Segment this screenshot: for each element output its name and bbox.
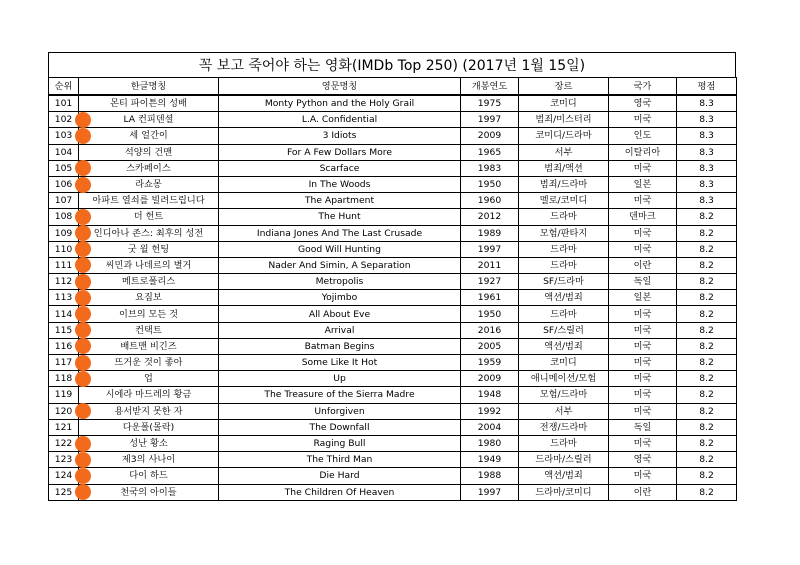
year-cell: 2005 (461, 338, 519, 354)
table-row (49, 257, 737, 273)
genre-cell: 전쟁/드라마 (519, 419, 609, 435)
table-row (49, 241, 737, 257)
korean-title-cell (79, 112, 219, 128)
korean-title-text: 성난 황소 (129, 438, 168, 450)
rating-cell: 8.2 (677, 274, 737, 290)
rank-cell: 105 (49, 160, 79, 176)
rating-cell: 8.2 (677, 387, 737, 403)
watched-marker-icon (75, 484, 91, 500)
korean-title-text: 용서받지 못한 자 (114, 405, 183, 417)
country-cell: 영국 (609, 95, 677, 112)
rating-cell: 8.2 (677, 435, 737, 451)
korean-title-cell (79, 274, 219, 290)
rank-cell: 110 (49, 241, 79, 257)
korean-title-text: 천국의 아이들 (120, 486, 177, 498)
korean-title-cell (79, 290, 219, 306)
english-title-cell: The Treasure of the Sierra Madre (219, 387, 461, 403)
rank-cell: 113 (49, 290, 79, 306)
korean-title-cell (79, 452, 219, 468)
watched-marker-icon (75, 177, 91, 193)
table-row (49, 338, 737, 354)
rating-cell: 8.3 (677, 128, 737, 144)
rating-cell: 8.2 (677, 225, 737, 241)
watched-marker-icon (75, 209, 91, 225)
korean-title-cell (79, 241, 219, 257)
rating-cell: 8.2 (677, 257, 737, 273)
genre-cell: 드라마 (519, 241, 609, 257)
table-row (49, 371, 737, 387)
table-row (49, 435, 737, 451)
table-row (49, 306, 737, 322)
genre-cell: SF/드라마 (519, 274, 609, 290)
english-title-cell: The Children Of Heaven (219, 484, 461, 500)
table-row (49, 160, 737, 176)
korean-title-cell (79, 257, 219, 273)
country-cell: 미국 (609, 160, 677, 176)
table-row (49, 274, 737, 290)
korean-title-text: 이브의 모든 것 (118, 308, 179, 320)
year-cell: 2016 (461, 322, 519, 338)
country-cell: 미국 (609, 371, 677, 387)
korean-title-cell (79, 403, 219, 419)
korean-title-text: LA 컨피덴셜 (123, 114, 174, 126)
genre-cell: 애니메이션/모험 (519, 371, 609, 387)
korean-title-cell (79, 435, 219, 451)
rating-cell: 8.3 (677, 176, 737, 192)
genre-cell: 모험/판타지 (519, 225, 609, 241)
rank-cell: 124 (49, 468, 79, 484)
header-country: 국가 (609, 78, 677, 96)
movie-sheet (48, 52, 736, 501)
watched-marker-icon (75, 160, 91, 176)
korean-title-cell (79, 355, 219, 371)
rating-cell: 8.2 (677, 241, 737, 257)
country-cell: 미국 (609, 355, 677, 371)
english-title-cell: Yojimbo (219, 290, 461, 306)
english-title-cell: Indiana Jones And The Last Crusade (219, 225, 461, 241)
korean-title-cell (79, 371, 219, 387)
year-cell: 1975 (461, 95, 519, 112)
country-cell: 미국 (609, 241, 677, 257)
korean-title-cell (79, 193, 219, 209)
country-cell: 미국 (609, 468, 677, 484)
english-title-cell: The Downfall (219, 419, 461, 435)
header-rank: 순위 (49, 78, 79, 96)
country-cell: 덴마크 (609, 209, 677, 225)
country-cell: 독일 (609, 274, 677, 290)
rank-cell: 112 (49, 274, 79, 290)
table-row (49, 95, 737, 112)
year-cell: 1997 (461, 484, 519, 500)
country-cell: 미국 (609, 306, 677, 322)
rating-cell: 8.3 (677, 160, 737, 176)
english-title-cell: Some Like It Hot (219, 355, 461, 371)
english-title-cell: Up (219, 371, 461, 387)
genre-cell: 코미디/드라마 (519, 128, 609, 144)
table-row (49, 468, 737, 484)
watched-marker-icon (75, 452, 91, 468)
genre-cell: 액션/범죄 (519, 468, 609, 484)
watched-marker-icon (75, 322, 91, 338)
rank-cell: 123 (49, 452, 79, 468)
year-cell: 1988 (461, 468, 519, 484)
genre-cell: 드라마/스릴러 (519, 452, 609, 468)
watched-marker-icon (75, 112, 91, 128)
korean-title-cell (79, 128, 219, 144)
year-cell: 1992 (461, 403, 519, 419)
table-row (49, 193, 737, 209)
table-row (49, 128, 737, 144)
korean-title-text: 시에라 마드레의 황금 (105, 389, 192, 401)
rank-cell: 114 (49, 306, 79, 322)
year-cell: 1949 (461, 452, 519, 468)
country-cell: 미국 (609, 387, 677, 403)
year-cell: 1980 (461, 435, 519, 451)
year-cell: 2009 (461, 128, 519, 144)
year-cell: 1989 (461, 225, 519, 241)
rating-cell: 8.2 (677, 306, 737, 322)
korean-title-text: 다운폴(몰락) (122, 421, 175, 433)
korean-title-cell (79, 176, 219, 192)
country-cell: 영국 (609, 452, 677, 468)
country-cell: 이탈리아 (609, 144, 677, 160)
rating-cell: 8.2 (677, 371, 737, 387)
genre-cell: 멜로/코미디 (519, 193, 609, 209)
year-cell: 1961 (461, 290, 519, 306)
table-row (49, 112, 737, 128)
genre-cell: 드라마 (519, 306, 609, 322)
english-title-cell: Metropolis (219, 274, 461, 290)
year-cell: 2012 (461, 209, 519, 225)
korean-title-cell (79, 209, 219, 225)
english-title-cell: For A Few Dollars More (219, 144, 461, 160)
korean-title-cell (79, 484, 219, 500)
korean-title-text: 배트맨 비긴즈 (120, 340, 177, 352)
rating-cell: 8.3 (677, 193, 737, 209)
watched-marker-icon (75, 225, 91, 241)
rating-cell: 8.3 (677, 144, 737, 160)
english-title-cell: Nader And Simin, A Separation (219, 257, 461, 273)
country-cell: 이란 (609, 257, 677, 273)
rating-cell: 8.2 (677, 452, 737, 468)
english-title-cell: Scarface (219, 160, 461, 176)
rating-cell: 8.3 (677, 112, 737, 128)
korean-title-text: 인디아나 존스: 최후의 성전 (93, 227, 204, 239)
table-row (49, 322, 737, 338)
english-title-cell: All About Eve (219, 306, 461, 322)
english-title-cell: Die Hard (219, 468, 461, 484)
korean-title-text: 업 (144, 373, 153, 385)
table-row (49, 225, 737, 241)
table-row (49, 355, 737, 371)
watched-marker-icon (75, 338, 91, 354)
genre-cell: SF/스릴러 (519, 322, 609, 338)
korean-title-text: 요짐보 (135, 292, 162, 304)
country-cell: 이란 (609, 484, 677, 500)
rating-cell: 8.2 (677, 209, 737, 225)
header-genre: 장르 (519, 78, 609, 96)
genre-cell: 코미디 (519, 355, 609, 371)
movie-table (48, 77, 737, 501)
watched-marker-icon (75, 241, 91, 257)
year-cell: 1960 (461, 193, 519, 209)
header-korean-title: 한글명칭 (79, 78, 219, 96)
year-cell: 1948 (461, 387, 519, 403)
korean-title-text: 메트로폴리스 (121, 276, 176, 288)
header-english-title: 영문명칭 (219, 78, 461, 96)
watched-marker-icon (75, 403, 91, 419)
korean-title-text: 스카페이스 (126, 162, 171, 174)
korean-title-cell (79, 419, 219, 435)
sheet-title: 꼭 보고 죽어야 하는 영화(IMDb Top 250) (2017년 1월 15일) (48, 52, 736, 77)
korean-title-text: 라쇼몽 (135, 179, 162, 191)
table-row (49, 387, 737, 403)
korean-title-text: 씨민과 나데르의 별거 (105, 259, 192, 271)
watched-marker-icon (75, 128, 91, 144)
genre-cell: 범죄/액션 (519, 160, 609, 176)
watched-marker-icon (75, 306, 91, 322)
english-title-cell: 3 Idiots (219, 128, 461, 144)
korean-title-text: 다이 하드 (129, 470, 168, 482)
country-cell: 미국 (609, 225, 677, 241)
korean-title-text: 아파트 열쇠를 빌려드립니다 (92, 195, 205, 207)
table-row (49, 176, 737, 192)
korean-title-cell (79, 306, 219, 322)
korean-title-cell (79, 387, 219, 403)
korean-title-cell (79, 160, 219, 176)
genre-cell: 드라마 (519, 435, 609, 451)
year-cell: 1950 (461, 176, 519, 192)
watched-marker-icon (75, 355, 91, 371)
genre-cell: 액션/범죄 (519, 290, 609, 306)
rating-cell: 8.2 (677, 403, 737, 419)
country-cell: 미국 (609, 403, 677, 419)
table-row (49, 484, 737, 500)
korean-title-text: 세 얼간이 (129, 130, 168, 142)
year-cell: 2011 (461, 257, 519, 273)
country-cell: 독일 (609, 419, 677, 435)
rating-cell: 8.2 (677, 322, 737, 338)
watched-marker-icon (75, 371, 91, 387)
country-cell: 일본 (609, 290, 677, 306)
korean-title-cell (79, 338, 219, 354)
korean-title-text: 몬티 파이튼의 성배 (110, 98, 187, 110)
rank-cell: 104 (49, 144, 79, 160)
header-year: 개봉연도 (461, 78, 519, 96)
genre-cell: 코미디 (519, 95, 609, 112)
watched-marker-icon (75, 257, 91, 273)
korean-title-text: 굿 윌 헌팅 (127, 243, 170, 255)
rank-cell: 116 (49, 338, 79, 354)
english-title-cell: The Hunt (219, 209, 461, 225)
genre-cell: 드라마/코미디 (519, 484, 609, 500)
english-title-cell: L.A. Confidential (219, 112, 461, 128)
english-title-cell: Unforgiven (219, 403, 461, 419)
english-title-cell: Arrival (219, 322, 461, 338)
table-row (49, 144, 737, 160)
year-cell: 1997 (461, 241, 519, 257)
korean-title-cell (79, 322, 219, 338)
rating-cell: 8.2 (677, 484, 737, 500)
rank-cell: 108 (49, 209, 79, 225)
korean-title-text: 뜨거운 것이 좋아 (114, 357, 183, 369)
year-cell: 2009 (461, 371, 519, 387)
genre-cell: 모험/드라마 (519, 387, 609, 403)
genre-cell: 서부 (519, 144, 609, 160)
rank-cell: 106 (49, 176, 79, 192)
year-cell: 1950 (461, 306, 519, 322)
genre-cell: 액션/범죄 (519, 338, 609, 354)
rating-cell: 8.3 (677, 95, 737, 112)
watched-marker-icon (75, 274, 91, 290)
rank-cell: 107 (49, 193, 79, 209)
watched-marker-icon (75, 436, 91, 452)
english-title-cell: Good Will Hunting (219, 241, 461, 257)
rank-cell: 125 (49, 484, 79, 500)
country-cell: 미국 (609, 112, 677, 128)
rating-cell: 8.2 (677, 290, 737, 306)
rank-cell: 101 (49, 95, 79, 112)
english-title-cell: Monty Python and the Holy Grail (219, 95, 461, 112)
header-rating: 평점 (677, 78, 737, 96)
korean-title-text: 더 헌트 (133, 211, 164, 223)
korean-title-text: 석양의 건맨 (124, 146, 173, 158)
korean-title-text: 제3의 사나이 (121, 454, 176, 466)
year-cell: 2004 (461, 419, 519, 435)
table-row (49, 419, 737, 435)
country-cell: 미국 (609, 338, 677, 354)
year-cell: 1959 (461, 355, 519, 371)
year-cell: 1965 (461, 144, 519, 160)
rank-cell: 119 (49, 387, 79, 403)
country-cell: 미국 (609, 435, 677, 451)
header-row (49, 78, 737, 96)
country-cell: 인도 (609, 128, 677, 144)
korean-title-cell (79, 95, 219, 112)
korean-title-cell (79, 225, 219, 241)
rank-cell: 117 (49, 355, 79, 371)
english-title-cell: In The Woods (219, 176, 461, 192)
rank-cell: 103 (49, 128, 79, 144)
rank-cell: 120 (49, 403, 79, 419)
rank-cell: 122 (49, 435, 79, 451)
english-title-cell: Batman Begins (219, 338, 461, 354)
table-row (49, 290, 737, 306)
country-cell: 미국 (609, 193, 677, 209)
rank-cell: 118 (49, 371, 79, 387)
year-cell: 1997 (461, 112, 519, 128)
rating-cell: 8.2 (677, 338, 737, 354)
rank-cell: 102 (49, 112, 79, 128)
genre-cell: 서부 (519, 403, 609, 419)
country-cell: 일본 (609, 176, 677, 192)
country-cell: 미국 (609, 322, 677, 338)
genre-cell: 드라마 (519, 257, 609, 273)
year-cell: 1983 (461, 160, 519, 176)
english-title-cell: The Third Man (219, 452, 461, 468)
table-row (49, 452, 737, 468)
table-row (49, 209, 737, 225)
rating-cell: 8.2 (677, 355, 737, 371)
genre-cell: 범죄/드라마 (519, 176, 609, 192)
year-cell: 1927 (461, 274, 519, 290)
english-title-cell: Raging Bull (219, 435, 461, 451)
english-title-cell: The Apartment (219, 193, 461, 209)
genre-cell: 드라마 (519, 209, 609, 225)
rating-cell: 8.2 (677, 468, 737, 484)
korean-title-cell (79, 468, 219, 484)
rank-cell: 121 (49, 419, 79, 435)
watched-marker-icon (75, 290, 91, 306)
korean-title-text: 컨택트 (135, 324, 162, 336)
korean-title-cell (79, 144, 219, 160)
rank-cell: 115 (49, 322, 79, 338)
watched-marker-icon (75, 468, 91, 484)
table-row (49, 403, 737, 419)
rating-cell: 8.2 (677, 419, 737, 435)
genre-cell: 범죄/미스터리 (519, 112, 609, 128)
rank-cell: 109 (49, 225, 79, 241)
rank-cell: 111 (49, 257, 79, 273)
